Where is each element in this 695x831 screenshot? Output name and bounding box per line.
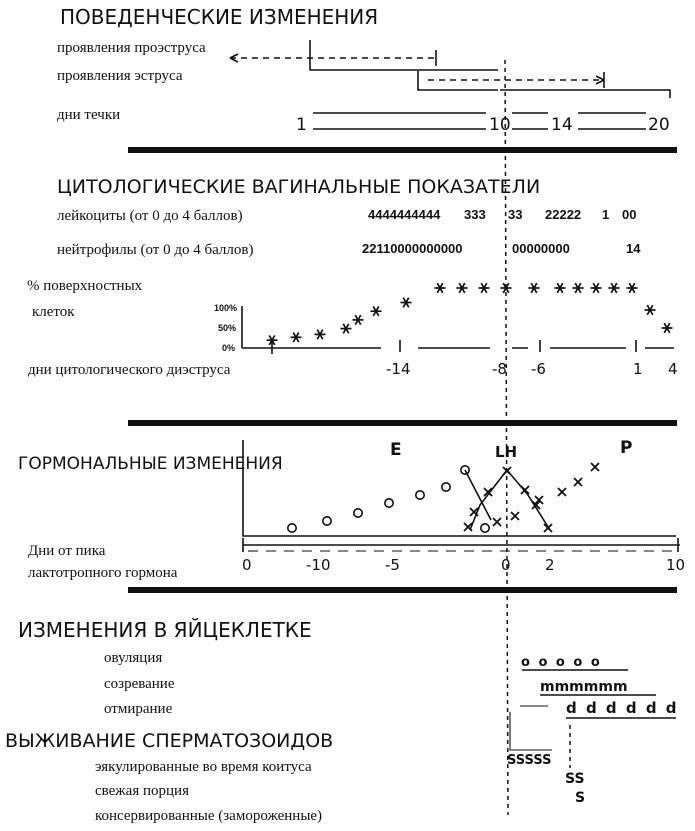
hormones-title: ГОРМОНАЛЬНЫЕ ИЗМЕНЕНИЯ <box>18 454 283 474</box>
death-label: отмирание <box>104 701 173 717</box>
surface-cells-point <box>662 323 673 333</box>
surface-cells-point <box>341 324 352 334</box>
estrus-label: проявления эструса <box>57 68 183 84</box>
leukocytes-values <box>368 207 636 222</box>
heat-days-label: дни течки <box>57 107 121 123</box>
leukocytes-value: 1 <box>602 207 610 222</box>
sperm-marks-ejaculated: SSSSS <box>507 753 552 768</box>
neutrophils-value: 22110000000000 <box>362 241 463 256</box>
xaxis-tick: -5 <box>385 556 400 574</box>
surface-cells-point <box>529 283 540 293</box>
estrogen-point <box>323 517 331 525</box>
leukocytes-value: 00 <box>622 207 637 222</box>
estrogen-point <box>442 483 450 491</box>
surface-cells-point <box>609 283 620 293</box>
neutrophils-value: 00000000 <box>512 241 570 256</box>
xaxis-tick: 0 <box>501 556 511 574</box>
surface-cells-point <box>401 298 412 308</box>
surface-cells-point <box>573 283 584 293</box>
sperm-marks-frozen: S <box>575 790 586 806</box>
leukocytes-value: 333 <box>464 207 486 222</box>
surface-cells-point <box>315 330 326 340</box>
estrogen-point <box>481 524 489 532</box>
neutrophils-values <box>362 241 641 256</box>
xaxis-tick: 0 <box>242 556 252 574</box>
progesterone-point <box>574 478 582 486</box>
surface-cells-point <box>371 306 382 316</box>
sperm-bracket <box>510 706 552 750</box>
neutrophils-label: нейтрофилы (от 0 до 4 баллов) <box>57 242 254 258</box>
surface-cells-series <box>267 283 673 345</box>
ovulation-marks: o o o o o <box>521 655 602 670</box>
ovulation-label: овуляция <box>104 650 163 666</box>
progesterone-point <box>558 488 566 496</box>
diestrus-tick: 1 <box>633 360 643 378</box>
maturation-label: созревание <box>104 676 175 692</box>
progesterone-point <box>493 518 501 526</box>
hormone-axis <box>243 440 676 536</box>
fresh-label: свежая порция <box>95 783 189 799</box>
progesterone-point <box>591 463 599 471</box>
leukocytes-value: 4444444444 <box>368 207 441 222</box>
ejaculated-label: эякулированные во время коитуса <box>95 759 312 775</box>
scale-50: 50% <box>218 323 237 333</box>
cytology-title: ЦИТОЛОГИЧЕСКИЕ ВАГИНАЛЬНЫЕ ПОКАЗАТЕЛИ <box>57 176 541 198</box>
estrogen-point <box>416 491 424 499</box>
lh-peak-reference-line <box>505 60 508 815</box>
xaxis-label-1: Дни от пика <box>28 543 106 559</box>
estrogen-point <box>354 509 362 517</box>
estrogen-point <box>385 499 393 507</box>
xaxis-label-2: лактотропного гормона <box>28 565 178 581</box>
surface-cells-point <box>291 333 302 343</box>
xaxis-tick: -10 <box>306 556 331 574</box>
surface-cells-point <box>435 283 446 293</box>
surface-cells-point <box>353 315 364 325</box>
estrogen-point <box>288 524 296 532</box>
days-axis <box>243 538 680 552</box>
diestrus-tick: 4 <box>668 360 678 378</box>
xaxis-tick: 2 <box>545 556 555 574</box>
diestrus-tick: -6 <box>531 360 546 378</box>
day-label-10: 10 <box>489 115 511 135</box>
diestrus-tick: -8 <box>492 360 507 378</box>
surface-cells-point <box>457 283 468 293</box>
heat-days-bar <box>296 113 670 135</box>
frozen-label: консервированные (замороженные) <box>95 808 323 824</box>
hormone-series <box>288 463 599 532</box>
death-marks: d d d d d d <box>566 699 679 717</box>
surface-cells-point <box>555 283 566 293</box>
diestrus-tick: -14 <box>386 360 411 378</box>
oocyte-title: ИЗМЕНЕНИЯ В ЯЙЦЕКЛЕТКЕ <box>18 618 312 642</box>
behavior-title: ПОВЕДЕНЧЕСКИЕ ИЗМЕНЕНИЯ <box>60 5 379 29</box>
neutrophils-value: 14 <box>626 241 641 256</box>
surface-cells-label: % поверхностных <box>27 278 143 294</box>
surface-cells-point <box>591 283 602 293</box>
estrus-bar <box>418 71 670 98</box>
sperm-title: ВЫЖИВАНИЕ СПЕРМАТОЗОИДОВ <box>5 730 334 752</box>
surface-cells-point <box>645 305 656 315</box>
day-label-14: 14 <box>551 115 573 135</box>
leukocytes-label: лейкоциты (от 0 до 4 баллов) <box>57 208 243 224</box>
diestrus-axis <box>242 340 674 354</box>
day-label-20: 20 <box>648 115 670 135</box>
label-e: E <box>390 440 402 460</box>
sperm-marks-fresh: SS <box>565 771 585 787</box>
scale-100: 100% <box>214 303 238 313</box>
surface-cells-label-2: клеток <box>32 304 75 320</box>
day-label-1: 1 <box>296 115 307 135</box>
leukocytes-value: 33 <box>508 207 523 222</box>
surface-cells-point <box>627 283 638 293</box>
surface-cells-point <box>479 283 490 293</box>
scale-0: 0% <box>222 343 236 353</box>
diestrus-label: дни цитологического диэструса <box>28 362 231 378</box>
progesterone-point <box>511 512 519 520</box>
proestrus-bar <box>230 40 498 70</box>
proestrus-label: проявления проэструса <box>57 40 206 56</box>
leukocytes-value: 22222 <box>545 207 582 222</box>
label-p: P <box>620 438 633 458</box>
xaxis-tick: 10 <box>666 556 686 574</box>
label-lh: LH <box>495 443 518 461</box>
maturation-marks: mmmmmm <box>540 679 628 695</box>
